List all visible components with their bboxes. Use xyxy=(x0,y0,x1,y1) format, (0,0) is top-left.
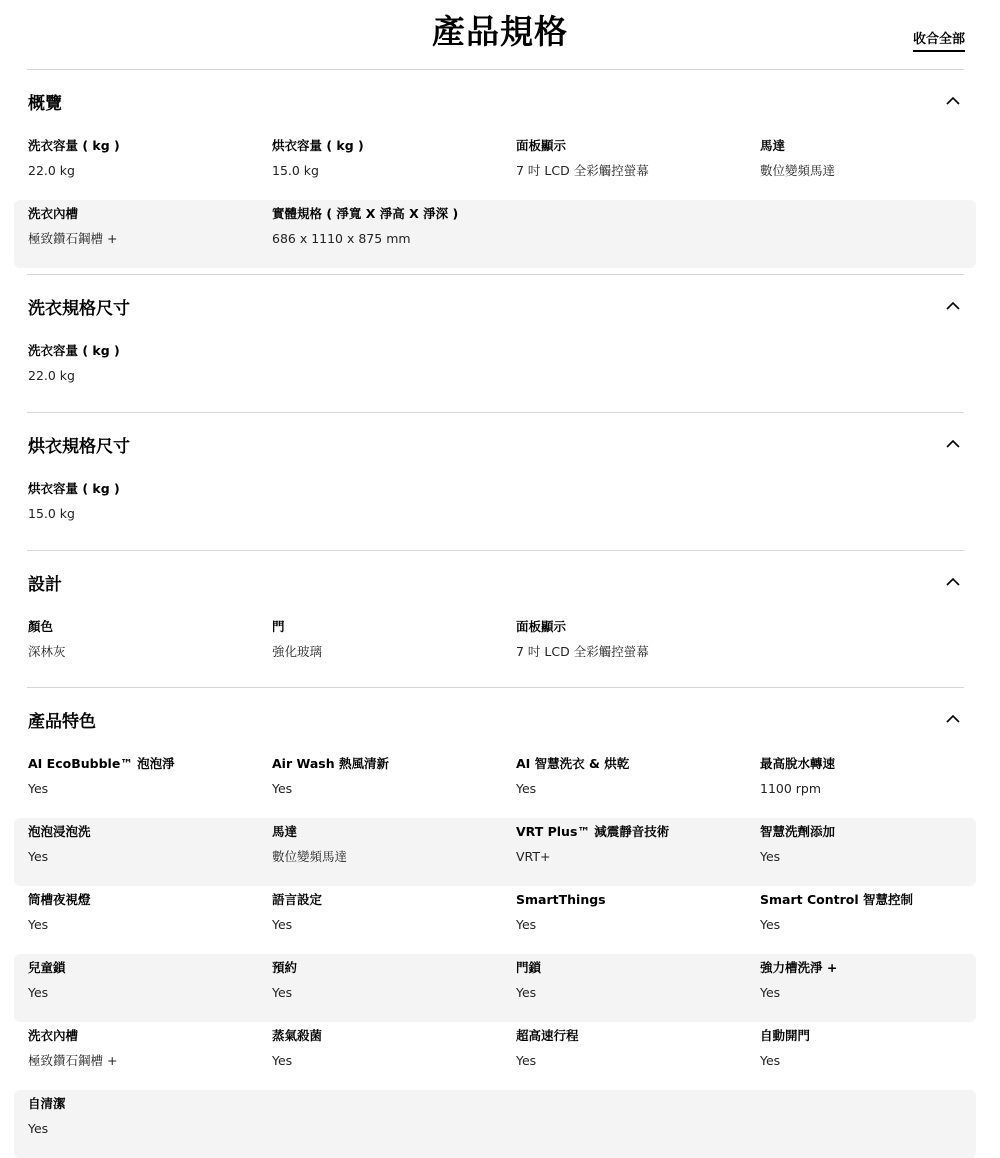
spec-label: 預約 xyxy=(272,960,298,975)
spec-label: 面板顯示 xyxy=(516,138,567,153)
spec-label: Air Wash 熱風清新 xyxy=(272,756,389,771)
spec-row xyxy=(14,613,976,681)
section-title: 概覽 xyxy=(28,94,62,114)
spec-label: 智慧洗劑添加 xyxy=(760,824,836,839)
spec-value: Yes xyxy=(28,1121,49,1136)
spec-value: VRT+ xyxy=(516,849,551,864)
spec-value: Yes xyxy=(272,917,293,932)
spec-label: 洗衣容量 ( kg ) xyxy=(28,138,120,153)
spec-value: 7 吋 LCD 全彩觸控螢幕 xyxy=(516,644,649,659)
spec-value: 數位變頻馬達 xyxy=(760,163,836,178)
spec-value: Yes xyxy=(28,985,49,1000)
spec-row xyxy=(14,1022,976,1090)
spec-item xyxy=(760,823,835,866)
chevron-up-icon[interactable] xyxy=(945,436,961,452)
spec-value: 22.0 kg xyxy=(28,163,75,178)
spec-label: 語言設定 xyxy=(272,892,323,907)
spec-label: 馬達 xyxy=(272,824,298,839)
spec-value: 22.0 kg xyxy=(28,368,75,383)
section-title: 設計 xyxy=(28,575,62,595)
spec-item xyxy=(28,959,66,1002)
spec-label: 自動開門 xyxy=(760,1028,811,1043)
spec-value: Yes xyxy=(28,917,49,932)
spec-value: Yes xyxy=(28,781,49,796)
spec-row xyxy=(14,1090,976,1158)
spec-section xyxy=(27,274,964,405)
spec-item xyxy=(28,137,120,180)
section-header[interactable] xyxy=(27,413,964,475)
spec-label: 門 xyxy=(272,619,285,634)
spec-item xyxy=(272,891,322,934)
spec-value: 15.0 kg xyxy=(272,163,319,178)
spec-label: SmartThings xyxy=(516,892,606,907)
spec-label: VRT Plus™ 減震靜音技術 xyxy=(516,824,670,839)
spec-value: 15.0 kg xyxy=(28,506,75,521)
spec-item xyxy=(516,618,649,661)
spec-label: 超高速行程 xyxy=(516,1028,579,1043)
spec-value: 強化玻璃 xyxy=(272,644,323,659)
spec-label: 面板顯示 xyxy=(516,619,567,634)
spec-label: 洗衣容量 ( kg ) xyxy=(28,343,120,358)
spec-value: 1100 rpm xyxy=(760,781,822,796)
spec-section xyxy=(27,687,964,1158)
spec-item xyxy=(272,205,458,248)
spec-value: 數位變頻馬達 xyxy=(272,849,348,864)
spec-item xyxy=(28,755,175,798)
section-title: 烘衣規格尺寸 xyxy=(28,437,130,457)
spec-section xyxy=(27,412,964,543)
section-title: 洗衣規格尺寸 xyxy=(28,299,130,319)
spec-item xyxy=(516,959,541,1002)
spec-label: 蒸氣殺菌 xyxy=(272,1028,323,1043)
spec-item xyxy=(760,891,913,934)
spec-item xyxy=(28,1095,66,1138)
spec-row xyxy=(14,886,976,954)
spec-item xyxy=(760,755,835,798)
spec-item xyxy=(28,823,91,866)
section-header[interactable] xyxy=(27,688,964,750)
spec-label: 兒童鎖 xyxy=(28,960,66,975)
spec-row xyxy=(14,337,976,405)
section-header[interactable] xyxy=(27,70,964,132)
spec-value: 極致鑽石鋼槽 + xyxy=(28,231,118,246)
spec-item xyxy=(516,823,669,866)
spec-value: 7 吋 LCD 全彩觸控螢幕 xyxy=(516,163,649,178)
spec-item xyxy=(28,891,91,934)
spec-row xyxy=(14,475,976,543)
spec-item xyxy=(516,755,629,798)
spec-label: 烘衣容量 ( kg ) xyxy=(28,481,120,496)
spec-item xyxy=(272,959,297,1002)
spec-value: Yes xyxy=(516,1053,537,1068)
spec-item xyxy=(272,823,347,866)
spec-item xyxy=(272,1027,322,1070)
spec-value: Yes xyxy=(760,1053,781,1068)
spec-value: Yes xyxy=(272,781,293,796)
chevron-up-icon[interactable] xyxy=(945,298,961,314)
spec-section xyxy=(27,69,964,268)
page-title: 產品規格 xyxy=(432,12,568,51)
spec-row xyxy=(14,750,976,818)
spec-item xyxy=(516,1027,579,1070)
chevron-up-icon[interactable] xyxy=(945,574,961,590)
spec-value: Yes xyxy=(760,849,781,864)
spec-label: 筒槽夜視燈 xyxy=(28,892,91,907)
spec-item xyxy=(272,755,389,798)
spec-row xyxy=(14,954,976,1022)
spec-label: 泡泡浸泡洗 xyxy=(28,824,91,839)
spec-item xyxy=(760,137,835,180)
spec-label: 顏色 xyxy=(28,619,54,634)
spec-row xyxy=(14,200,976,268)
section-title: 產品特色 xyxy=(28,712,96,732)
spec-label: 洗衣內槽 xyxy=(28,1028,79,1043)
spec-label: 門鎖 xyxy=(516,960,542,975)
spec-label: 實體規格 ( 淨寬 X 淨高 X 淨深 ) xyxy=(272,206,459,221)
spec-label: AI 智慧洗衣 & 烘乾 xyxy=(516,756,630,771)
spec-label: Smart Control 智慧控制 xyxy=(760,892,913,907)
spec-label: 自清潔 xyxy=(28,1096,66,1111)
spec-item xyxy=(516,891,606,934)
spec-item xyxy=(28,618,66,661)
spec-item xyxy=(272,137,364,180)
spec-value: Yes xyxy=(516,917,537,932)
spec-row xyxy=(14,132,976,200)
collapse-all-button[interactable]: 收合全部 xyxy=(913,28,965,52)
spec-value: Yes xyxy=(272,1053,293,1068)
spec-label: 烘衣容量 ( kg ) xyxy=(272,138,364,153)
spec-item xyxy=(28,480,120,523)
spec-item xyxy=(28,342,120,385)
spec-value: Yes xyxy=(28,849,49,864)
spec-value: Yes xyxy=(516,781,537,796)
spec-value: Yes xyxy=(760,917,781,932)
spec-label: AI EcoBubble™ 泡泡淨 xyxy=(28,756,175,771)
spec-label: 馬達 xyxy=(760,138,786,153)
spec-item xyxy=(760,1027,810,1070)
spec-item xyxy=(28,205,117,248)
spec-label: 洗衣內槽 xyxy=(28,206,79,221)
spec-section xyxy=(27,550,964,681)
spec-item xyxy=(272,618,322,661)
spec-value: Yes xyxy=(516,985,537,1000)
spec-label: 最高脫水轉速 xyxy=(760,756,836,771)
spec-value: Yes xyxy=(760,985,781,1000)
spec-value: 極致鑽石鋼槽 + xyxy=(28,1053,118,1068)
section-header[interactable] xyxy=(27,275,964,337)
spec-value: 深林灰 xyxy=(28,644,66,659)
spec-value: Yes xyxy=(272,985,293,1000)
spec-item xyxy=(760,959,837,1002)
spec-item xyxy=(28,1027,117,1070)
section-header[interactable] xyxy=(27,551,964,613)
chevron-up-icon[interactable] xyxy=(945,93,961,109)
chevron-up-icon[interactable] xyxy=(945,711,961,727)
spec-value: 686 x 1110 x 875 mm xyxy=(272,231,411,246)
spec-row xyxy=(14,818,976,886)
spec-label: 強力槽洗淨 + xyxy=(760,960,838,975)
spec-item xyxy=(516,137,649,180)
